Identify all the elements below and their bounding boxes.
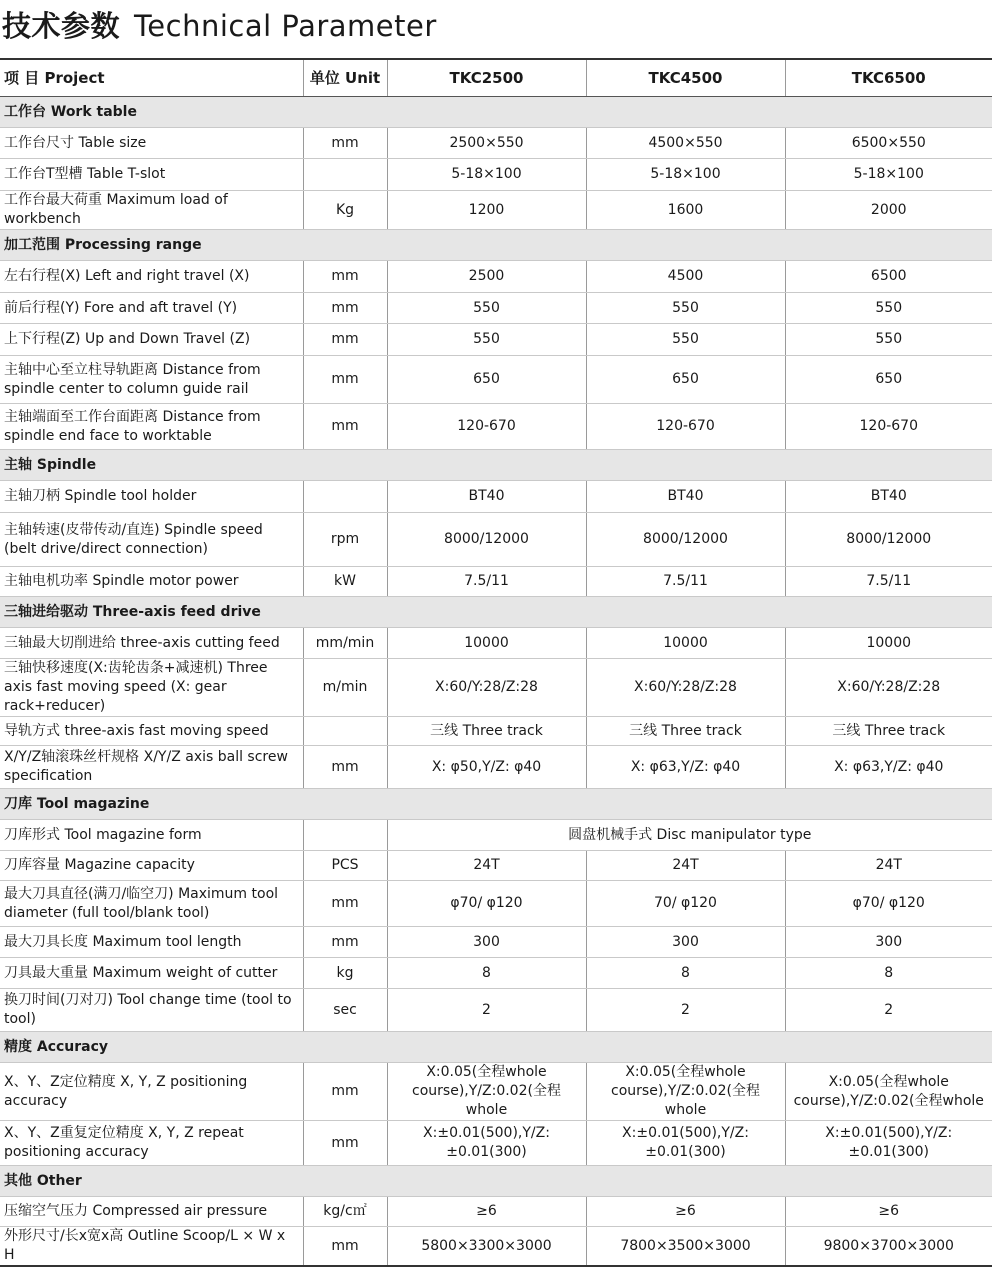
value-cell-model-1: ≥6	[387, 1197, 586, 1227]
parameter-label: 左右行程(X) Left and right travel (X)	[0, 261, 303, 293]
value-cell-model-2: 4500	[586, 261, 785, 293]
section-header-row	[0, 230, 992, 261]
value-cell-model-1: 120-670	[387, 404, 586, 450]
section-header-row	[0, 597, 992, 628]
section-title: 三轴进给驱动 Three-axis feed drive	[0, 597, 992, 628]
value-cell-model-1: 2500	[387, 261, 586, 293]
value-cell-model-1: 300	[387, 927, 586, 958]
unit-cell: mm	[303, 128, 387, 159]
value-cell-model-1: 550	[387, 293, 586, 324]
table-row	[0, 717, 992, 746]
value-cell-model-1: 8	[387, 958, 586, 989]
unit-cell: kg/c㎡	[303, 1197, 387, 1227]
parameter-label: 主轴中心至立柱导轨距离 Distance from spindle center to column guide rail	[0, 356, 303, 404]
parameter-table	[0, 58, 992, 1267]
header-unit: 单位 Unit	[303, 59, 387, 97]
value-cell-model-1: 2	[387, 989, 586, 1032]
value-cell-model-3: X:±0.01(500),Y/Z:±0.01(300)	[785, 1121, 992, 1166]
value-cell-model-1: BT40	[387, 481, 586, 513]
table-row	[0, 261, 992, 293]
parameter-label: 工作台尺寸 Table size	[0, 128, 303, 159]
parameter-label: 换刀时间(刀对刀) Tool change time (tool to tool)	[0, 989, 303, 1032]
value-cell-all-models: 圆盘机械手式 Disc manipulator type	[387, 820, 992, 851]
value-cell-model-3: X:0.05(全程whole course),Y/Z:0.02(全程whole	[785, 1063, 992, 1121]
parameter-label: 最大刀具直径(满刀/临空刀) Maximum tool diameter (full tool/blank tool)	[0, 881, 303, 927]
parameter-label: X/Y/Z轴滚珠丝杆规格 X/Y/Z axis ball screw specification	[0, 746, 303, 789]
parameter-label: X、Y、Z重复定位精度 X, Y, Z repeat positioning accuracy	[0, 1121, 303, 1166]
parameter-label: X、Y、Z定位精度 X, Y, Z positioning accuracy	[0, 1063, 303, 1121]
value-cell-model-3: 120-670	[785, 404, 992, 450]
table-row	[0, 1063, 992, 1121]
value-cell-model-1: 8000/12000	[387, 513, 586, 567]
table-row	[0, 128, 992, 159]
value-cell-model-1: X:60/Y:28/Z:28	[387, 659, 586, 717]
table-row	[0, 628, 992, 659]
section-header-row	[0, 1166, 992, 1197]
section-title: 其他 Other	[0, 1166, 992, 1197]
value-cell-model-3: 10000	[785, 628, 992, 659]
unit-cell: PCS	[303, 851, 387, 881]
parameter-label: 主轴刀柄 Spindle tool holder	[0, 481, 303, 513]
value-cell-model-3: 2000	[785, 191, 992, 230]
parameter-label: 刀库形式 Tool magazine form	[0, 820, 303, 851]
value-cell-model-3: 8	[785, 958, 992, 989]
value-cell-model-1: X: φ50,Y/Z: φ40	[387, 746, 586, 789]
section-title: 刀库 Tool magazine	[0, 789, 992, 820]
parameter-label: 外形尺寸/长x宽x高 Outline Scoop/L × W x H	[0, 1227, 303, 1267]
table-row	[0, 958, 992, 989]
table-row	[0, 1227, 992, 1267]
page-title-cn: 技术参数	[2, 9, 121, 43]
table-row	[0, 293, 992, 324]
unit-cell	[303, 820, 387, 851]
value-cell-model-1: 2500×550	[387, 128, 586, 159]
section-title: 主轴 Spindle	[0, 450, 992, 481]
header-project: 项 目 Project	[0, 59, 303, 97]
parameter-label: 刀库容量 Magazine capacity	[0, 851, 303, 881]
unit-cell: mm	[303, 881, 387, 927]
parameter-table-body	[0, 59, 992, 1266]
value-cell-model-1: 650	[387, 356, 586, 404]
value-cell-model-1: 24T	[387, 851, 586, 881]
unit-cell: sec	[303, 989, 387, 1032]
section-title: 工作台 Work table	[0, 97, 992, 128]
value-cell-model-2: X: φ63,Y/Z: φ40	[586, 746, 785, 789]
parameter-label: 三轴快移速度(X:齿轮齿条+减速机) Three axis fast moving speed (X: gear rack+reducer)	[0, 659, 303, 717]
table-row	[0, 481, 992, 513]
table-row	[0, 746, 992, 789]
value-cell-model-1: X:0.05(全程whole course),Y/Z:0.02(全程whole	[387, 1063, 586, 1121]
section-title: 精度 Accuracy	[0, 1032, 992, 1063]
value-cell-model-3: X: φ63,Y/Z: φ40	[785, 746, 992, 789]
value-cell-model-3: 650	[785, 356, 992, 404]
section-header-row	[0, 789, 992, 820]
value-cell-model-2: BT40	[586, 481, 785, 513]
parameter-label: 上下行程(Z) Up and Down Travel (Z)	[0, 324, 303, 356]
value-cell-model-2: 120-670	[586, 404, 785, 450]
unit-cell	[303, 159, 387, 191]
value-cell-model-2: 550	[586, 293, 785, 324]
value-cell-model-3: 550	[785, 324, 992, 356]
page-title	[2, 4, 437, 48]
value-cell-model-2: 8000/12000	[586, 513, 785, 567]
table-row	[0, 191, 992, 230]
table-row	[0, 927, 992, 958]
unit-cell: mm	[303, 1227, 387, 1267]
value-cell-model-2: X:±0.01(500),Y/Z:±0.01(300)	[586, 1121, 785, 1166]
unit-cell: rpm	[303, 513, 387, 567]
value-cell-model-3: BT40	[785, 481, 992, 513]
value-cell-model-3: 8000/12000	[785, 513, 992, 567]
table-row	[0, 851, 992, 881]
value-cell-model-1: 5800×3300×3000	[387, 1227, 586, 1267]
unit-cell: kW	[303, 567, 387, 597]
header-model-2: TKC4500	[586, 59, 785, 97]
parameter-label: 主轴转速(皮带传动/直连) Spindle speed (belt drive/direct connection)	[0, 513, 303, 567]
value-cell-model-2: 7800×3500×3000	[586, 1227, 785, 1267]
unit-cell: mm	[303, 1121, 387, 1166]
parameter-label: 工作台T型槽 Table T-slot	[0, 159, 303, 191]
value-cell-model-3: 2	[785, 989, 992, 1032]
value-cell-model-3: 6500×550	[785, 128, 992, 159]
header-model-3: TKC6500	[785, 59, 992, 97]
parameter-label: 主轴端面至工作台面距离 Distance from spindle end face to worktable	[0, 404, 303, 450]
value-cell-model-2: 7.5/11	[586, 567, 785, 597]
value-cell-model-2: 70/ φ120	[586, 881, 785, 927]
value-cell-model-1: 7.5/11	[387, 567, 586, 597]
unit-cell: Kg	[303, 191, 387, 230]
value-cell-model-2: 8	[586, 958, 785, 989]
value-cell-model-3: 三线 Three track	[785, 717, 992, 746]
unit-cell: mm	[303, 324, 387, 356]
value-cell-model-1: X:±0.01(500),Y/Z:±0.01(300)	[387, 1121, 586, 1166]
value-cell-model-2: ≥6	[586, 1197, 785, 1227]
unit-cell: m/min	[303, 659, 387, 717]
unit-cell: mm	[303, 927, 387, 958]
value-cell-model-1: φ70/ φ120	[387, 881, 586, 927]
unit-cell: mm	[303, 293, 387, 324]
table-row	[0, 324, 992, 356]
unit-cell: mm	[303, 746, 387, 789]
section-title: 加工范围 Processing range	[0, 230, 992, 261]
section-header-row	[0, 97, 992, 128]
table-row	[0, 820, 992, 851]
value-cell-model-3: 7.5/11	[785, 567, 992, 597]
value-cell-model-2: 550	[586, 324, 785, 356]
parameter-label: 三轴最大切削进给 three-axis cutting feed	[0, 628, 303, 659]
table-row	[0, 1121, 992, 1166]
value-cell-model-2: 650	[586, 356, 785, 404]
table-row	[0, 881, 992, 927]
unit-cell: mm	[303, 1063, 387, 1121]
unit-cell: mm	[303, 404, 387, 450]
value-cell-model-2: 4500×550	[586, 128, 785, 159]
parameter-label: 工作台最大荷重 Maximum load of workbench	[0, 191, 303, 230]
value-cell-model-3: φ70/ φ120	[785, 881, 992, 927]
value-cell-model-2: 5-18×100	[586, 159, 785, 191]
table-row	[0, 989, 992, 1032]
value-cell-model-1: 三线 Three track	[387, 717, 586, 746]
unit-cell	[303, 717, 387, 746]
table-row	[0, 659, 992, 717]
unit-cell: mm/min	[303, 628, 387, 659]
value-cell-model-3: 5-18×100	[785, 159, 992, 191]
value-cell-model-1: 5-18×100	[387, 159, 586, 191]
parameter-label: 压缩空气压力 Compressed air pressure	[0, 1197, 303, 1227]
table-header-row	[0, 59, 992, 97]
section-header-row	[0, 1032, 992, 1063]
parameter-label: 刀具最大重量 Maximum weight of cutter	[0, 958, 303, 989]
value-cell-model-2: 三线 Three track	[586, 717, 785, 746]
value-cell-model-1: 1200	[387, 191, 586, 230]
unit-cell: mm	[303, 261, 387, 293]
parameter-label: 导轨方式 three-axis fast moving speed	[0, 717, 303, 746]
value-cell-model-2: 1600	[586, 191, 785, 230]
table-row	[0, 404, 992, 450]
value-cell-model-2: 24T	[586, 851, 785, 881]
table-row	[0, 356, 992, 404]
parameter-label: 前后行程(Y) Fore and aft travel (Y)	[0, 293, 303, 324]
table-row	[0, 159, 992, 191]
table-row	[0, 567, 992, 597]
table-row	[0, 1197, 992, 1227]
value-cell-model-3: 300	[785, 927, 992, 958]
value-cell-model-2: 2	[586, 989, 785, 1032]
unit-cell: kg	[303, 958, 387, 989]
table-row	[0, 513, 992, 567]
value-cell-model-3: X:60/Y:28/Z:28	[785, 659, 992, 717]
parameter-label: 最大刀具长度 Maximum tool length	[0, 927, 303, 958]
value-cell-model-3: 6500	[785, 261, 992, 293]
value-cell-model-2: 10000	[586, 628, 785, 659]
value-cell-model-3: ≥6	[785, 1197, 992, 1227]
value-cell-model-1: 550	[387, 324, 586, 356]
value-cell-model-1: 10000	[387, 628, 586, 659]
header-model-1: TKC2500	[387, 59, 586, 97]
value-cell-model-3: 9800×3700×3000	[785, 1227, 992, 1267]
value-cell-model-2: X:0.05(全程whole course),Y/Z:0.02(全程whole	[586, 1063, 785, 1121]
value-cell-model-2: X:60/Y:28/Z:28	[586, 659, 785, 717]
section-header-row	[0, 450, 992, 481]
value-cell-model-3: 550	[785, 293, 992, 324]
value-cell-model-3: 24T	[785, 851, 992, 881]
unit-cell: mm	[303, 356, 387, 404]
unit-cell	[303, 481, 387, 513]
page-title-en: Technical Parameter	[134, 9, 437, 43]
value-cell-model-2: 300	[586, 927, 785, 958]
parameter-label: 主轴电机功率 Spindle motor power	[0, 567, 303, 597]
